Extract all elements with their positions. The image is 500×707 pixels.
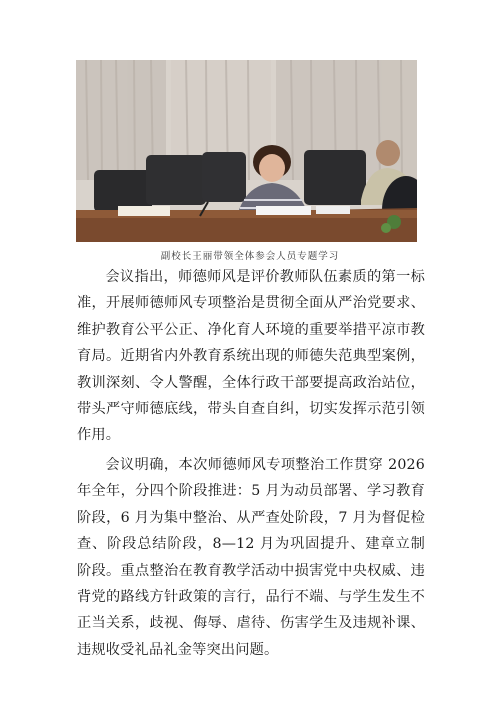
photo-caption: 副校长王丽带领全体参会人员专题学习	[160, 251, 340, 262]
meeting-photo-illustration	[76, 60, 417, 242]
meeting-photo	[76, 60, 417, 242]
body-paragraph: 会议明确，本次师德师风专项整治工作贯穿 2026 年全年，分四个阶段推进：5 月为动员部署、学习教育阶段，6 月为集中整治、从严查处阶段，7 月为督促检查、阶段总结阶段，8—12 月为巩固提升、建章立制阶段。重点整治在教育教学活动中损害党中央权威、违背党的路线方针政策的言行，品行不端、与学生发生不正当关系，歧视、侮辱、虐待、伤害学生及违规补课、违规收受礼品礼金等突出问题。	[77, 457, 425, 658]
body-paragraph: 会议指出，师德师风是评价教师队伍素质的第一标准，开展师德师风专项整治是贯彻全面从严治党要求、维护教育公平公正、净化育人环境的重要举措平凉市教育局。近期省内外教育系统出现的师德失范典型案例，教训深刻、令人警醒，全体行政干部要提高政治站位，带头严守师德底线，带头自查自纠，切实发挥示范引领作用。	[77, 269, 425, 444]
